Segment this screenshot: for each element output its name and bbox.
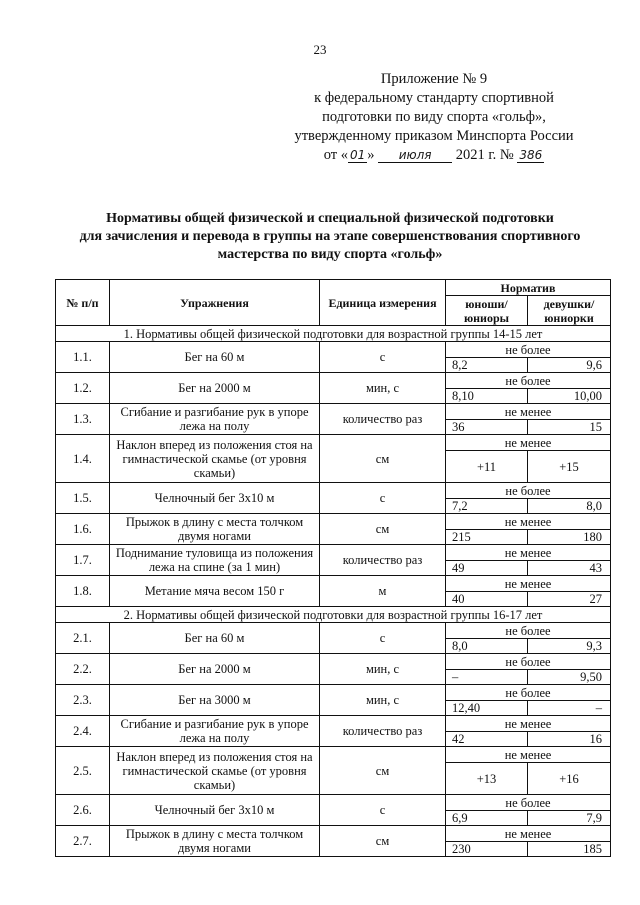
table-row (56, 483, 611, 499)
table-row (56, 435, 611, 451)
row-unit: мин, с (320, 685, 446, 716)
row-number: 1.3. (56, 404, 110, 435)
row-exercise: Наклон вперед из положения стоя на гимнастической скамье (от уровня скамьи) (110, 435, 320, 483)
row-unit: см (320, 826, 446, 857)
row-number: 2.4. (56, 716, 110, 747)
appendix-line: к федеральному стандарту спортивной (314, 90, 554, 106)
value-girls: +16 (528, 763, 611, 795)
row-unit: см (320, 435, 446, 483)
row-unit: количество раз (320, 404, 446, 435)
row-number: 2.3. (56, 685, 110, 716)
appendix-date-line (284, 146, 584, 165)
section-header-row (56, 607, 611, 623)
row-condition: не менее (446, 576, 611, 592)
header-num: № п/п (56, 280, 110, 326)
value-boys: 6,9 (446, 811, 528, 826)
title-line: для зачисления и перевода в группы на этапе совершенствования спортивного (79, 229, 581, 244)
value-girls: 9,6 (528, 358, 611, 373)
row-exercise: Наклон вперед из положения стоя на гимнастической скамье (от уровня скамьи) (110, 747, 320, 795)
row-unit: см (320, 514, 446, 545)
value-girls: 180 (528, 530, 611, 545)
header-norm: Норматив (446, 280, 611, 296)
row-unit: м (320, 576, 446, 607)
row-condition: не менее (446, 826, 611, 842)
row-condition: не более (446, 795, 611, 811)
header-unit: Единица измерения (320, 280, 446, 326)
value-girls: 8,0 (528, 499, 611, 514)
table-row (56, 654, 611, 670)
row-number: 1.2. (56, 373, 110, 404)
row-condition: не более (446, 685, 611, 701)
value-boys: 230 (446, 842, 528, 857)
row-exercise: Сгибание и разгибание рук в упоре лежа на полу (110, 404, 320, 435)
value-boys: 8,2 (446, 358, 528, 373)
handwritten-day: 01 (349, 148, 366, 162)
row-number: 2.5. (56, 747, 110, 795)
row-number: 2.7. (56, 826, 110, 857)
value-girls: – (528, 701, 611, 716)
row-number: 1.1. (56, 342, 110, 373)
row-number: 1.4. (56, 435, 110, 483)
value-girls: 9,3 (528, 639, 611, 654)
table-row (56, 373, 611, 389)
row-number: 2.6. (56, 795, 110, 826)
title-line: Нормативы общей физической и специальной физической подготовки (106, 211, 554, 226)
header-exercise: Упражнения (110, 280, 320, 326)
handwritten-month: июля (378, 148, 452, 163)
row-exercise: Прыжок в длину с места толчком двумя ногами (110, 514, 320, 545)
row-exercise: Бег на 2000 м (110, 654, 320, 685)
value-boys: 215 (446, 530, 528, 545)
value-boys: 36 (446, 420, 528, 435)
value-boys: +11 (446, 451, 528, 483)
row-condition: не более (446, 373, 611, 389)
row-exercise: Метание мяча весом 150 г (110, 576, 320, 607)
row-exercise: Бег на 60 м (110, 342, 320, 373)
value-boys: 49 (446, 561, 528, 576)
value-girls: 9,50 (528, 670, 611, 685)
row-exercise: Челночный бег 3х10 м (110, 795, 320, 826)
header-boys: юноши/ юниоры (446, 296, 528, 326)
row-exercise: Сгибание и разгибание рук в упоре лежа на полу (110, 716, 320, 747)
row-number: 1.8. (56, 576, 110, 607)
row-exercise: Поднимание туловища из положения лежа на спине (за 1 мин) (110, 545, 320, 576)
row-unit: с (320, 483, 446, 514)
row-condition: не более (446, 483, 611, 499)
section-header-row (56, 326, 611, 342)
norms-table (55, 279, 611, 857)
value-boys: 40 (446, 592, 528, 607)
row-number: 2.2. (56, 654, 110, 685)
value-girls: 7,9 (528, 811, 611, 826)
row-unit: мин, с (320, 373, 446, 404)
table-row (56, 716, 611, 732)
document-title (30, 210, 630, 264)
row-condition: не менее (446, 747, 611, 763)
row-number: 1.5. (56, 483, 110, 514)
table-row (56, 826, 611, 842)
date-prefix: от « (323, 147, 348, 163)
norms-body (56, 326, 611, 857)
table-row (56, 514, 611, 530)
section-title: 1. Нормативы общей физической подготовки для возрастной группы 14-15 лет (56, 326, 611, 342)
row-condition: не менее (446, 545, 611, 561)
row-exercise: Бег на 3000 м (110, 685, 320, 716)
table-row (56, 576, 611, 592)
row-number: 1.6. (56, 514, 110, 545)
value-girls: +15 (528, 451, 611, 483)
title-line: мастерства по виду спорта «гольф» (217, 247, 443, 262)
table-row (56, 685, 611, 701)
date-mid: » (367, 147, 375, 163)
table-row (56, 545, 611, 561)
value-boys: – (446, 670, 528, 685)
date-year: 2021 г. № (455, 147, 514, 163)
table-row (56, 623, 611, 639)
value-boys: +13 (446, 763, 528, 795)
header-girls: девушки/ юниорки (528, 296, 611, 326)
appendix-title: Приложение № 9 (380, 71, 488, 87)
row-unit: см (320, 747, 446, 795)
value-boys: 8,10 (446, 389, 528, 404)
value-boys: 12,40 (446, 701, 528, 716)
row-unit: количество раз (320, 716, 446, 747)
value-girls: 43 (528, 561, 611, 576)
row-condition: не более (446, 654, 611, 670)
row-condition: не менее (446, 716, 611, 732)
appendix-line: утвержденному приказом Минспорта России (294, 128, 574, 144)
value-girls: 10,00 (528, 389, 611, 404)
value-boys: 7,2 (446, 499, 528, 514)
value-boys: 8,0 (446, 639, 528, 654)
row-condition: не более (446, 623, 611, 639)
value-girls: 16 (528, 732, 611, 747)
row-exercise: Прыжок в длину с места толчком двумя ногами (110, 826, 320, 857)
row-unit: мин, с (320, 654, 446, 685)
table-row (56, 342, 611, 358)
row-unit: с (320, 623, 446, 654)
value-girls: 185 (528, 842, 611, 857)
section-title: 2. Нормативы общей физической подготовки для возрастной группы 16-17 лет (56, 607, 611, 623)
value-girls: 15 (528, 420, 611, 435)
row-exercise: Бег на 2000 м (110, 373, 320, 404)
row-unit: с (320, 795, 446, 826)
appendix-line: подготовки по виду спорта «гольф», (322, 109, 546, 125)
row-condition: не менее (446, 514, 611, 530)
table-row (56, 795, 611, 811)
row-unit: количество раз (320, 545, 446, 576)
table-row (56, 747, 611, 763)
appendix-block (284, 70, 584, 165)
row-unit: с (320, 342, 446, 373)
page-number: 23 (313, 42, 327, 57)
handwritten-number: 386 (519, 148, 543, 162)
row-number: 2.1. (56, 623, 110, 654)
row-condition: не менее (446, 404, 611, 420)
row-condition: не менее (446, 435, 611, 451)
value-boys: 42 (446, 732, 528, 747)
table-row (56, 404, 611, 420)
row-condition: не более (446, 342, 611, 358)
value-girls: 27 (528, 592, 611, 607)
row-exercise: Челночный бег 3х10 м (110, 483, 320, 514)
row-exercise: Бег на 60 м (110, 623, 320, 654)
row-number: 1.7. (56, 545, 110, 576)
